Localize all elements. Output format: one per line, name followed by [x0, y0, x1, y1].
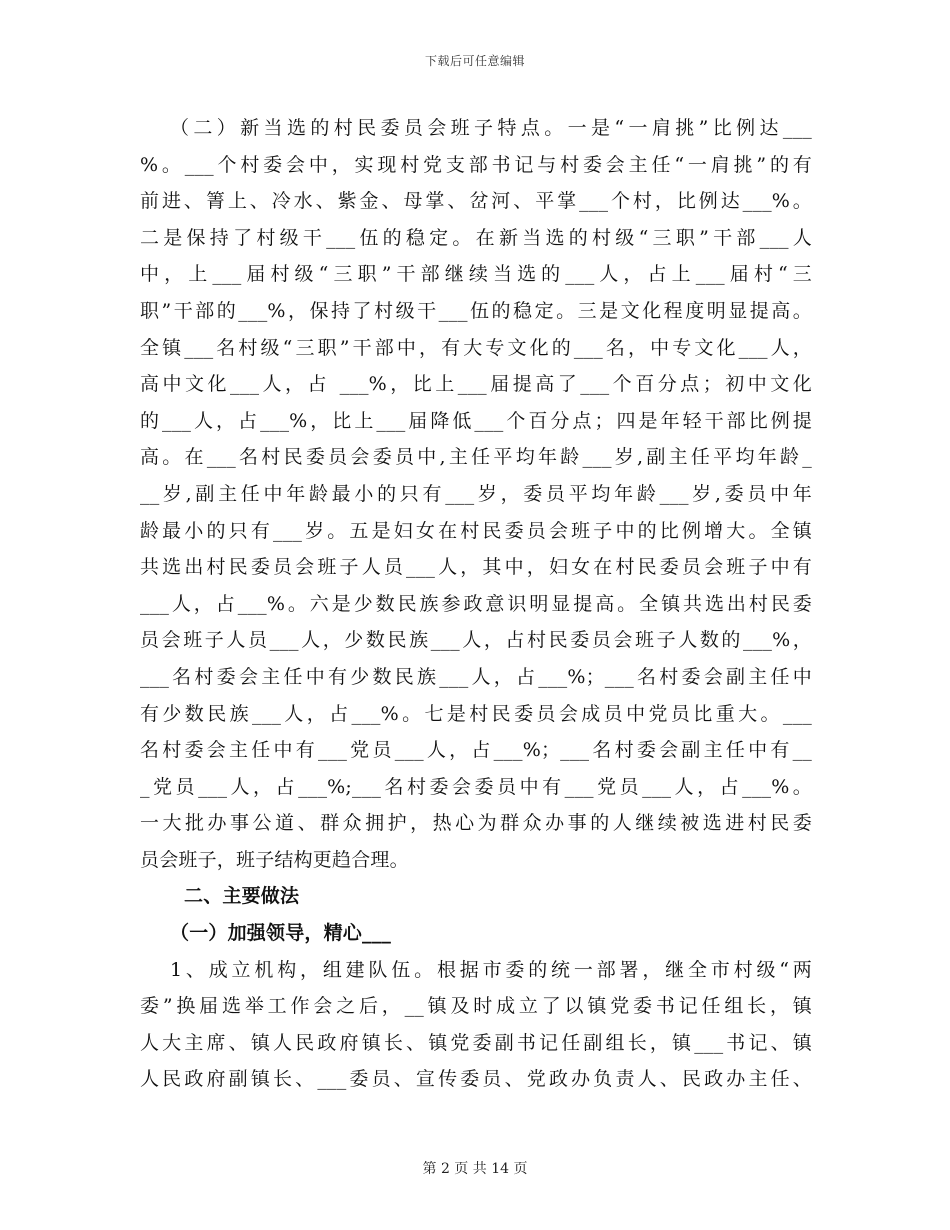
paragraph-line: 二是保持了村级干___伍的稳定。在新当选的村级“三职”干部___人	[140, 226, 812, 249]
paragraph-line: 高。在___名村民委员会委员中,主任平均年龄___岁,副主任平均年龄_	[140, 446, 812, 469]
page-footer: 第 2 页 共 14 页	[422, 1161, 528, 1177]
paragraph-line: %。___个村委会中，实现村党支部书记与村委会主任“一肩挑”的有	[140, 153, 812, 176]
paragraph-line: __岁,副主任中年龄最小的只有___岁，委员平均年龄___岁,委员中年	[140, 482, 812, 505]
paragraph-line: 共选出村民委员会班子人员___人，其中，妇女在村民委员会班子中有	[140, 556, 812, 579]
paragraph-line: 中，上___届村级“三职”干部继续当选的___人，占上___届村“三	[140, 263, 812, 286]
paragraph-line: 人大主席、镇人民政府镇长、镇党委副书记任副组长，镇___书记、镇	[140, 1031, 812, 1054]
paragraph-line: 龄最小的只有___岁。五是妇女在村民委员会班子中的比例增大。全镇	[140, 519, 812, 542]
paragraph-line: ___人，占___%。六是少数民族参政意识明显提高。全镇共选出村民委	[140, 592, 812, 615]
paragraph-line: ___名村委会主任中有少数民族___人，占___%；___名村委会副主任中	[140, 665, 812, 688]
paragraph-line: 员会班子，班子结构更趋合理。	[140, 848, 409, 871]
document-body	[140, 110, 812, 1098]
paragraph-line: （二）新当选的村民委员会班子特点。一是“一肩挑”比例达___	[170, 117, 812, 139]
paragraph-line: 的___人，占___%，比上___届降低___个百分点；四是年轻干部比例提	[140, 409, 812, 432]
paragraph-line: 全镇___名村级“三职”干部中，有大专文化的___名，中专文化___人，	[140, 336, 812, 359]
paragraph-line: 1、成立机构，组建队伍。根据市委的统一部署，继全市村级“两	[170, 958, 812, 981]
paragraph-line: _党员___人，占___%;___名村委会委员中有___党员___人，占___%。	[140, 775, 812, 798]
paragraph-line: 名村委会主任中有___党员___人，占___%；___名村委会副主任中有__	[140, 739, 812, 762]
paragraph-line: 高中文化___人，占 ___%，比上___届提高了___个百分点；初中文化	[140, 373, 812, 396]
subsection-title: （一）加强领导，精心___	[170, 922, 392, 945]
paragraph-line: 委”换届选举工作会之后，__镇及时成立了以镇党委书记任组长，镇	[140, 995, 812, 1018]
paragraph-line: 职”干部的___%，保持了村级干___伍的稳定。三是文化程度明显提高。	[140, 299, 812, 322]
paragraph-line: 员会班子人员___人，少数民族___人，占村民委员会班子人数的___%，	[140, 629, 812, 652]
paragraph-line: 一大批办事公道、群众拥护，热心为群众办事的人继续被选进村民委	[140, 812, 812, 835]
page-header: 下载后可任意编辑	[424, 54, 525, 68]
paragraph-line: 前进、箐上、冷水、紫金、母掌、岔河、平掌___个村，比例达___%。	[140, 190, 812, 213]
section-title: 二、主要做法	[184, 885, 300, 908]
paragraph-line: 人民政府副镇长、___委员、宣传委员、党政办负责人、民政办主任、	[140, 1068, 812, 1091]
paragraph-line: 有少数民族___人，占___%。七是村民委员会成员中党员比重大。___	[140, 702, 812, 725]
